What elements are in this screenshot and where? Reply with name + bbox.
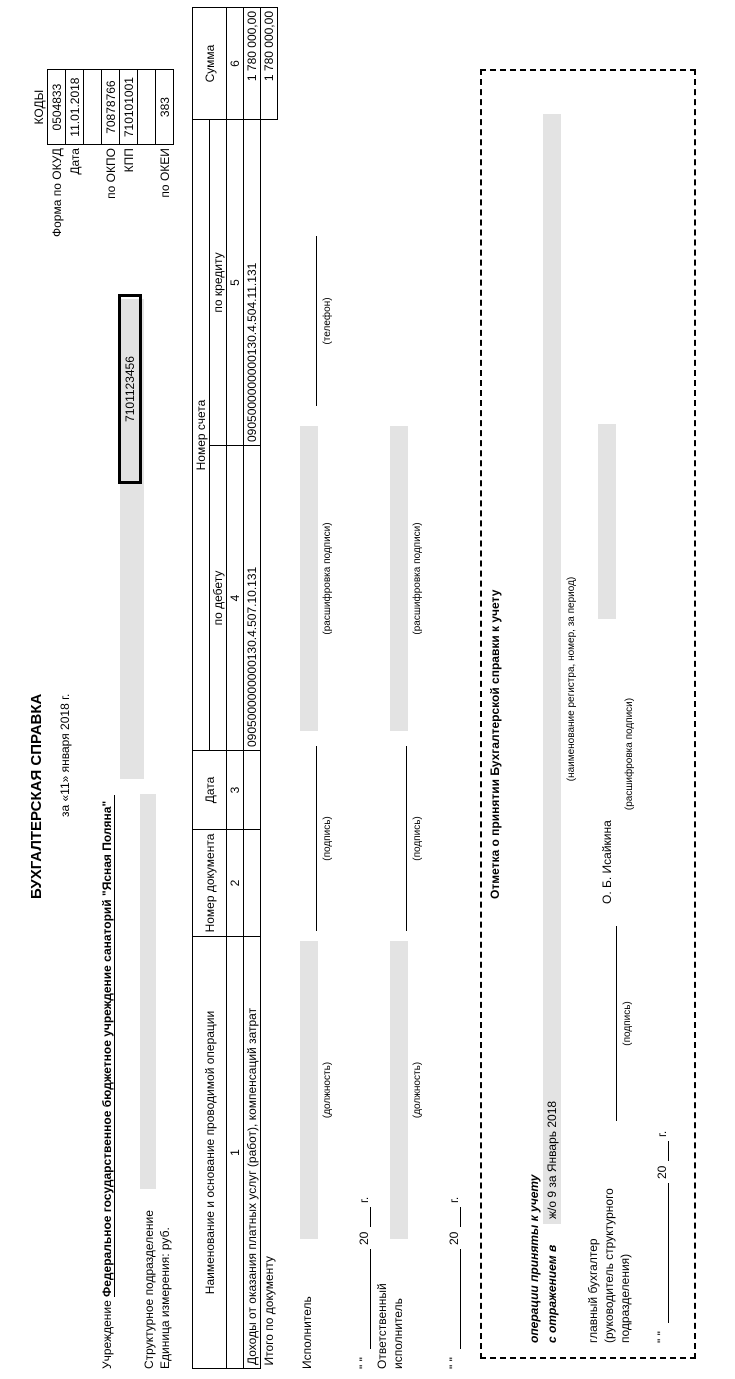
row-date (244, 751, 261, 830)
institution-label: Учреждение (100, 1300, 114, 1369)
executor-label: Исполнитель (300, 1296, 314, 1369)
codes-header: КОДЫ (31, 89, 46, 125)
caption-signature: (подпись) (322, 816, 333, 861)
inn-box: 7101123456 (118, 294, 142, 484)
chief-signature-line (616, 926, 617, 1121)
code-value: 710101001 (120, 70, 138, 145)
row-doc-number (244, 830, 261, 937)
code-value: 383 (156, 70, 174, 145)
responsible-label-2: исполнитель (391, 1298, 405, 1369)
caption-signature: (подпись) (622, 1001, 633, 1046)
reflected-prefix: с отражением в (545, 1244, 559, 1343)
code-label: КПП (121, 148, 136, 173)
responsible-position-field (390, 941, 408, 1239)
code-label: Дата (67, 148, 82, 175)
date-line (668, 1183, 669, 1323)
row-credit: 0905000000000130.4.504.11.131 (244, 120, 261, 446)
acceptance-title: Отметка о принятии Бухгалтерской справки к учету (488, 589, 502, 899)
date-line (460, 1249, 461, 1349)
institution-name: Федеральное государственное бюджетное учреждение санаторий "Ясная Поляна" (100, 795, 115, 1297)
executor-signature-line (316, 746, 317, 931)
subdivision-field (140, 794, 156, 1189)
date-year-line (668, 1141, 669, 1161)
executor-position-field (300, 941, 318, 1239)
chief-line1: главный бухгалтер (586, 1238, 600, 1343)
accepted-line: операции приняты к учету (527, 1174, 541, 1343)
date-quote: " " (447, 1357, 461, 1369)
code-value (84, 70, 102, 145)
date-20: 20 (655, 1165, 669, 1179)
chief-line3: подразделения) (618, 1253, 632, 1343)
document-title: БУХГАЛТЕРСКАЯ СПРАВКА (28, 693, 45, 899)
document-date: за «11» января 2018 г. (58, 693, 72, 817)
code-label (84, 145, 102, 239)
date-20: 20 (447, 1231, 461, 1245)
date-quote: " " (357, 1357, 371, 1369)
total-sum: 1 780 000,00 (261, 8, 278, 120)
unit-label: Единица измерения: руб. (158, 1227, 172, 1369)
caption-decoding: (расшифровка подписи) (322, 522, 333, 635)
executor-phone-line (316, 236, 317, 406)
row-sum: 1 780 000,00 (244, 8, 261, 120)
caption-position: (должность) (412, 1061, 423, 1119)
code-label: Форма по ОКУД (49, 148, 64, 237)
responsible-signature-line (406, 746, 407, 931)
responsible-decoding-field (390, 426, 408, 731)
caption-position: (должность) (322, 1061, 333, 1119)
date-g: г. (655, 1130, 669, 1137)
header-sum: Сумма (193, 8, 227, 120)
col-number: 3 (227, 751, 244, 830)
signer-field (598, 424, 616, 619)
date-quote: " " (655, 1331, 669, 1343)
code-label: по ОКЕИ (157, 148, 172, 198)
code-label: по ОКПО (103, 148, 118, 199)
date-g: г. (357, 1196, 371, 1203)
code-label (138, 145, 156, 239)
header-doc-number: Номер документа (193, 830, 227, 937)
date-line (370, 1249, 371, 1349)
header-operation: Наименование и основание проводимой операции (193, 937, 227, 1369)
caption-decoding: (расшифровка подписи) (412, 522, 423, 635)
total-label: Итого по документу (262, 1256, 277, 1366)
caption-phone: (телефон) (322, 297, 333, 345)
caption-decoding: (расшифровка подписи) (624, 697, 635, 811)
codes-table (30, 69, 174, 239)
date-year-line (460, 1207, 461, 1227)
subdivision-label: Структурное подразделение (142, 1210, 156, 1369)
executor-decoding-field (300, 426, 318, 731)
header-debit: по дебету (210, 446, 227, 751)
date-g: г. (447, 1196, 461, 1203)
register-field (543, 114, 561, 1224)
row-operation: Доходы от оказания платных услуг (работ), компенсаций затрат (244, 937, 261, 1369)
caption-register: (наименование регистра, номер, за период) (566, 576, 577, 782)
header-account: Номер счета (193, 120, 210, 751)
col-number: 4 (227, 446, 244, 751)
operations-table (192, 7, 278, 1369)
code-value: 0504833 (48, 70, 66, 145)
signer-name: О. Б. Исайкина (600, 820, 614, 904)
code-value: 11.01.2018 (66, 70, 84, 145)
col-number: 2 (227, 830, 244, 937)
code-value: 70878766 (102, 70, 120, 145)
date-20: 20 (357, 1231, 371, 1245)
register-value: ж/о 9 за Январь 2018 (545, 1100, 559, 1219)
code-value (138, 70, 156, 145)
date-year-line (370, 1207, 371, 1227)
responsible-label: Ответственный (375, 1283, 389, 1369)
chief-line2: (руководитель структурного (602, 1188, 616, 1343)
caption-signature: (подпись) (412, 816, 423, 861)
header-date: Дата (193, 751, 227, 830)
col-number: 1 (227, 937, 244, 1369)
col-number: 5 (227, 120, 244, 446)
col-number: 6 (227, 8, 244, 120)
header-credit: по кредиту (210, 120, 227, 446)
table-row (244, 8, 261, 1369)
row-debit: 0905000000000130.4.507.10.131 (244, 446, 261, 751)
total-row (261, 8, 278, 1369)
